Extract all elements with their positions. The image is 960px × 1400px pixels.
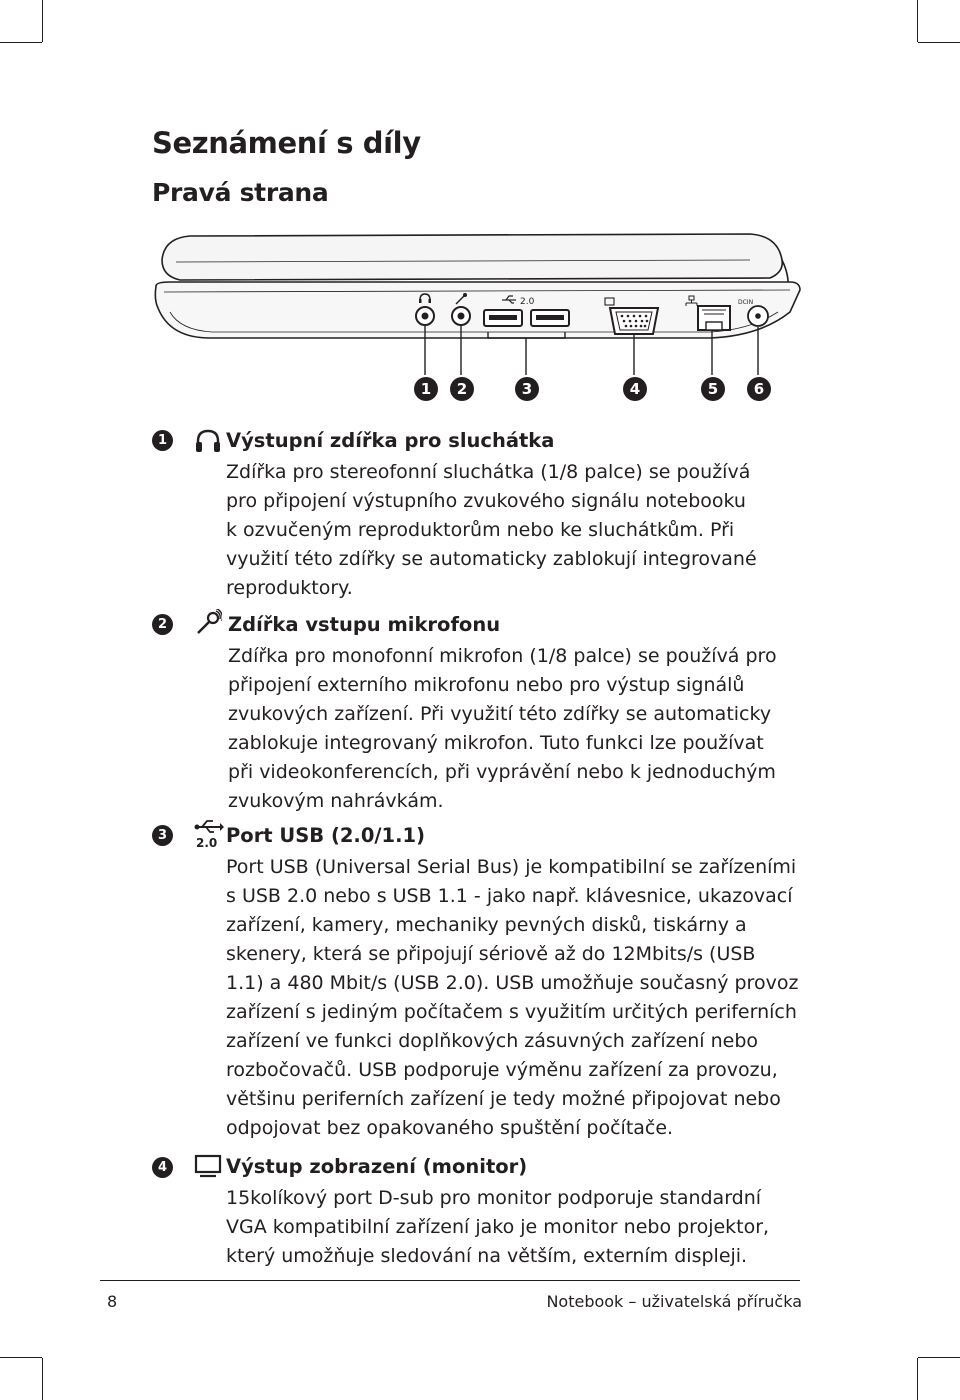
crop-mark bbox=[42, 0, 43, 42]
callout-1: 1 bbox=[414, 377, 438, 401]
usb-icon-label: 2.0 bbox=[196, 836, 218, 850]
footer-rule bbox=[100, 1280, 800, 1281]
crop-mark bbox=[42, 1358, 43, 1400]
figure-usb-label: 2.0 bbox=[520, 297, 535, 307]
section-subtitle: Pravá strana bbox=[152, 178, 329, 207]
callout-5: 5 bbox=[701, 377, 725, 401]
usb-port bbox=[531, 310, 569, 326]
section-title: Výstup zobrazení (monitor) bbox=[226, 1155, 528, 1178]
callout-2: 2 bbox=[450, 377, 474, 401]
figure-power-label: DCIN bbox=[738, 299, 754, 306]
crop-mark bbox=[917, 1358, 918, 1400]
section-body: Zdířka pro monofonní mikrofon (1/8 palce) se používá pro připojení externího mikrofonu nebo pro výstup signálů zvukových zařízení. Při využití této zdířky se automaticky zablokuje integrovaný mikrofon. Tuto funkci lze používat při videokonferencích, při vyprávění nebo k jednoduchým zvukovým nahrávkám. bbox=[228, 645, 777, 812]
section-number: 3 bbox=[152, 825, 173, 846]
lan-port bbox=[698, 306, 730, 330]
callout-4: 4 bbox=[623, 377, 647, 401]
page-number: 8 bbox=[107, 1292, 118, 1311]
crop-mark bbox=[918, 1357, 960, 1358]
page-title: Seznámení s díly bbox=[152, 126, 421, 160]
section-title: Zdířka vstupu mikrofonu bbox=[228, 613, 501, 636]
power-input bbox=[748, 306, 768, 326]
section-title: Port USB (2.0/1.1) bbox=[226, 824, 425, 847]
crop-mark bbox=[0, 1357, 42, 1358]
section-number: 4 bbox=[152, 1157, 173, 1178]
microphone-icon bbox=[194, 609, 222, 637]
monitor-icon bbox=[194, 1154, 222, 1178]
callout-6: 6 bbox=[747, 377, 771, 401]
crop-mark bbox=[0, 42, 42, 43]
section-number: 1 bbox=[152, 430, 173, 451]
section-body: Zdířka pro stereofonní sluchátka (1/8 palce) se používá pro připojení výstupního zvukového signálu notebooku k ozvučeným reproduktorům nebo ke sluchátkům. Při využití této zdířky se automaticky zablokují integrované reproduktory. bbox=[226, 461, 757, 599]
callout-3: 3 bbox=[515, 377, 539, 401]
headphone-icon bbox=[194, 428, 222, 454]
vga-port bbox=[610, 308, 658, 334]
section-title: Výstupní zdířka pro sluchátka bbox=[226, 429, 555, 452]
crop-mark bbox=[918, 42, 960, 43]
laptop-right-side-figure bbox=[150, 220, 810, 375]
usb-port bbox=[484, 310, 522, 326]
usb-icon bbox=[194, 818, 224, 836]
section-number: 2 bbox=[152, 614, 173, 635]
crop-mark bbox=[917, 0, 918, 42]
section-body: Port USB (Universal Serial Bus) je kompatibilní se zařízeními s USB 2.0 nebo s USB 1.1 - jako např. klávesnice, ukazovací zařízení, kamery, mechaniky pevných disků, tiskárny a skenery, která se připojují sériově až do 12Mbits/s (USB 1.1) a 480 Mbit/s (USB 2.0). USB umožňuje současný provoz zařízení s jediným počítačem s využitím určitých periferních zařízení ve funkci doplňkových zásuvných zařízení nebo rozbočovačů. USB podporuje výměnu zařízení za provozu, většinu periferních zařízení je tedy možné připojovat nebo odpojovat bez opakovaného spuštění počítače. bbox=[226, 856, 799, 1139]
running-title: Notebook – uživatelská příručka bbox=[546, 1292, 802, 1311]
section-body: 15kolíkový port D-sub pro monitor podporuje standardní VGA kompatibilní zařízení jako je monitor nebo projektor, který umožňuje sledování na větším, externím displeji. bbox=[226, 1187, 770, 1267]
